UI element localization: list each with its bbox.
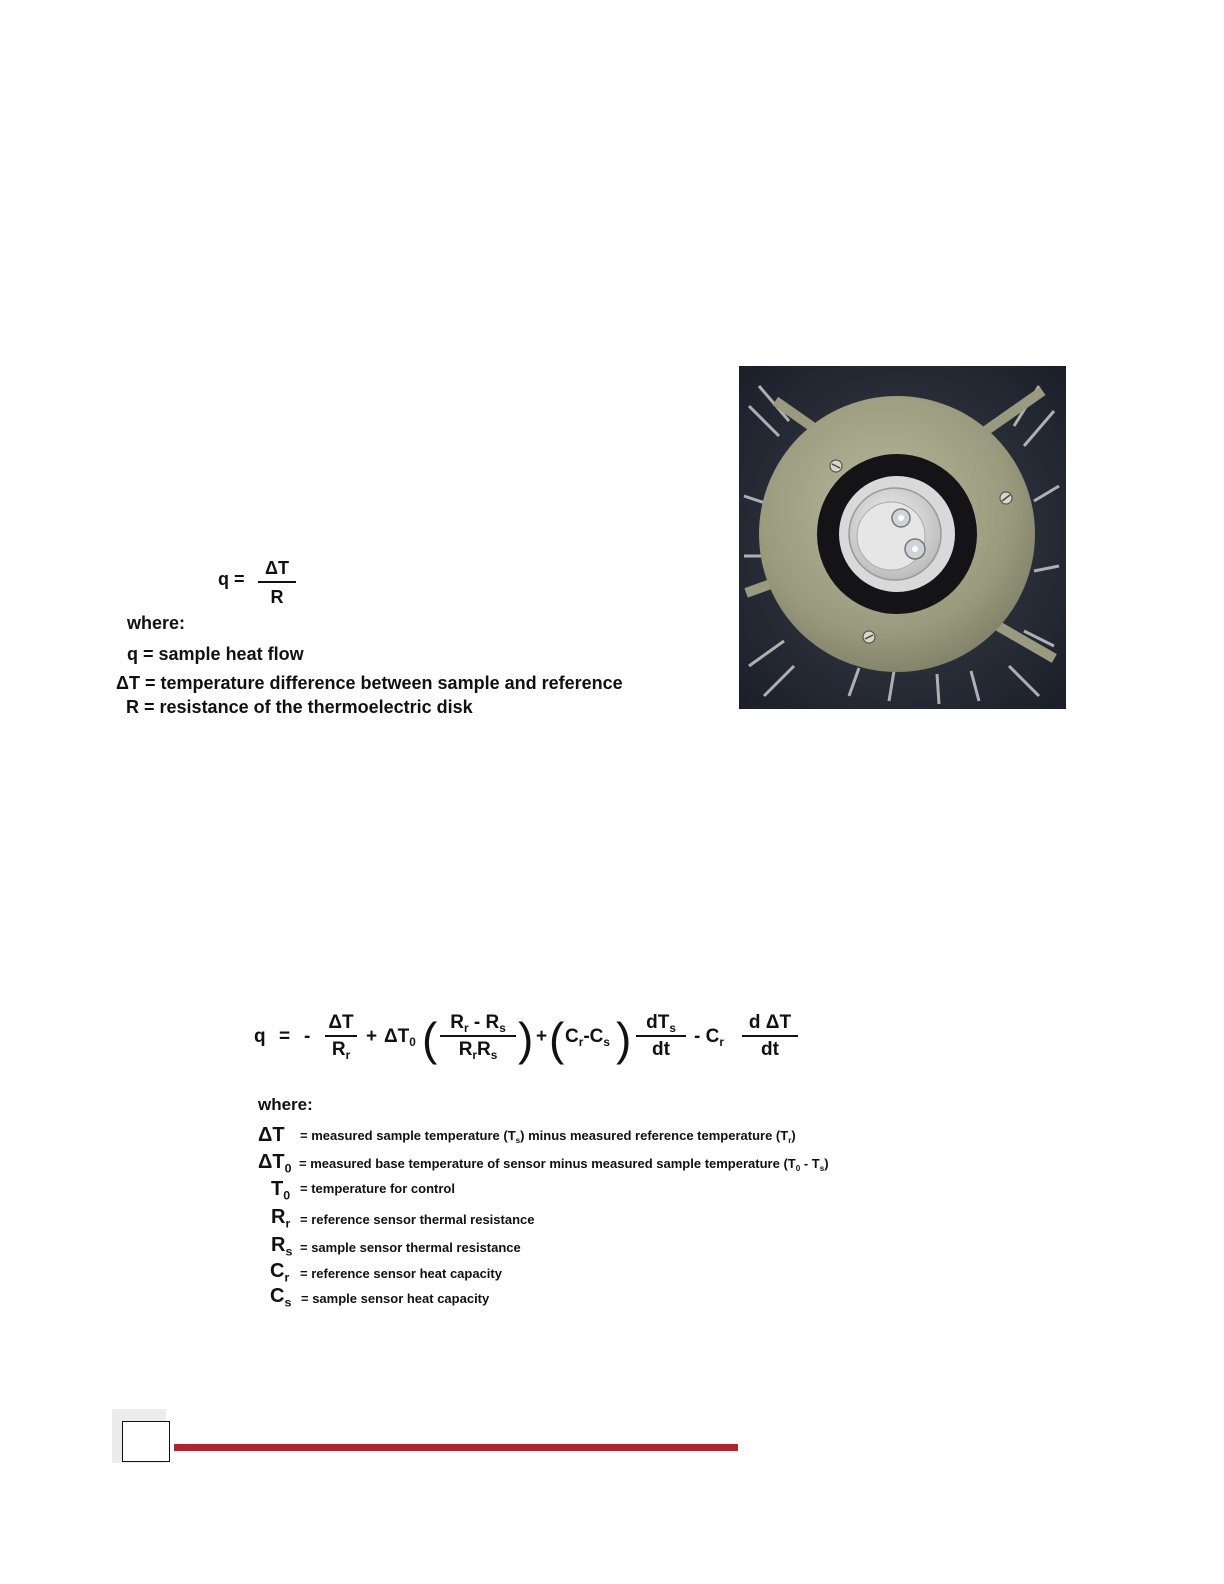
dsc-cell-photo bbox=[739, 366, 1066, 709]
definition-symbol: ΔT bbox=[258, 1124, 285, 1146]
eq-plus: + bbox=[366, 1026, 378, 1047]
numerator: $dT_s$ bbox=[646, 1012, 676, 1036]
definition-symbol: R bbox=[126, 697, 139, 717]
fraction-bar bbox=[258, 581, 296, 583]
where-label: where: bbox=[127, 613, 186, 633]
fraction-bar bbox=[440, 1035, 516, 1037]
definition-r bbox=[126, 697, 473, 718]
fraction-bar bbox=[742, 1035, 798, 1037]
definition-text: = sample heat flow bbox=[143, 644, 304, 664]
denominator: dt bbox=[761, 1039, 779, 1060]
denominator: $R_r$ bbox=[331, 1039, 351, 1063]
definition-symbol: $C_r$ bbox=[270, 1260, 290, 1285]
definition-symbol: ΔT bbox=[116, 673, 140, 693]
definition-text: = sample sensor thermal resistance bbox=[300, 1240, 521, 1255]
fraction-bar bbox=[636, 1035, 686, 1037]
eq-minus-cr: - $C_r$ bbox=[694, 1026, 724, 1050]
equation-lhs: q = bbox=[218, 569, 245, 589]
definition-text: = sample sensor heat capacity bbox=[301, 1291, 490, 1306]
eq-negative: - bbox=[304, 1026, 311, 1047]
page-number-box bbox=[122, 1421, 170, 1462]
definition-symbol: $\Delta T_0$ bbox=[258, 1151, 292, 1176]
heat-capacity-diff: $C_r-C_s$ bbox=[565, 1026, 610, 1050]
fraction-bar bbox=[325, 1035, 357, 1037]
eq-delta-t0: $\Delta T_0$ bbox=[384, 1026, 416, 1050]
definition-text: = resistance of the thermoelectric disk bbox=[144, 697, 473, 717]
right-paren: ) bbox=[518, 1013, 534, 1065]
definition-q bbox=[127, 644, 304, 665]
fraction-resistance bbox=[440, 1012, 516, 1061]
fraction-numerator: ΔT bbox=[265, 558, 289, 578]
eq-equals: = bbox=[279, 1026, 291, 1047]
definition-symbol: q bbox=[127, 644, 138, 664]
definition-text: = temperature for control bbox=[300, 1181, 455, 1196]
numerator: ΔT bbox=[328, 1012, 354, 1033]
right-paren: ) bbox=[616, 1013, 632, 1065]
footer-red-rule bbox=[174, 1444, 738, 1451]
where-label: where: bbox=[258, 1095, 313, 1114]
definition-symbol: $R_s$ bbox=[271, 1234, 293, 1259]
denominator: dt bbox=[652, 1039, 670, 1060]
numerator: $R_r - R_s$ bbox=[450, 1012, 506, 1036]
definition-symbol: $R_r$ bbox=[271, 1206, 291, 1231]
left-paren: ( bbox=[549, 1013, 565, 1065]
definition-text: = temperature difference between sample and reference bbox=[144, 673, 623, 693]
eq-plus: + bbox=[536, 1026, 548, 1047]
definition-symbol: $C_s$ bbox=[270, 1285, 292, 1310]
definition-text: = reference sensor heat capacity bbox=[300, 1266, 502, 1281]
definition-text: = measured sample temperature $(T_s)$ minus measured reference temperature $(T_r)$ bbox=[300, 1128, 796, 1145]
denominator: $R_rR_s$ bbox=[458, 1039, 498, 1063]
fraction-d-delta-t-dt bbox=[742, 1012, 798, 1061]
definition-text: = measured base temperature of sensor minus measured sample temperature $(T_0 - T_s)$ bbox=[299, 1156, 829, 1173]
fraction-dts-dt bbox=[636, 1012, 686, 1061]
fraction-denominator: R bbox=[270, 587, 284, 607]
definition-symbol: $T_0$ bbox=[271, 1178, 291, 1203]
left-paren: ( bbox=[422, 1013, 438, 1065]
definition-delta-t bbox=[116, 673, 623, 694]
equation-fraction bbox=[258, 557, 296, 608]
numerator: d ΔT bbox=[748, 1012, 792, 1033]
fraction-delta-t-over-rr bbox=[325, 1012, 357, 1061]
eq-q: q bbox=[254, 1026, 266, 1047]
definition-text: = reference sensor thermal resistance bbox=[300, 1212, 535, 1227]
